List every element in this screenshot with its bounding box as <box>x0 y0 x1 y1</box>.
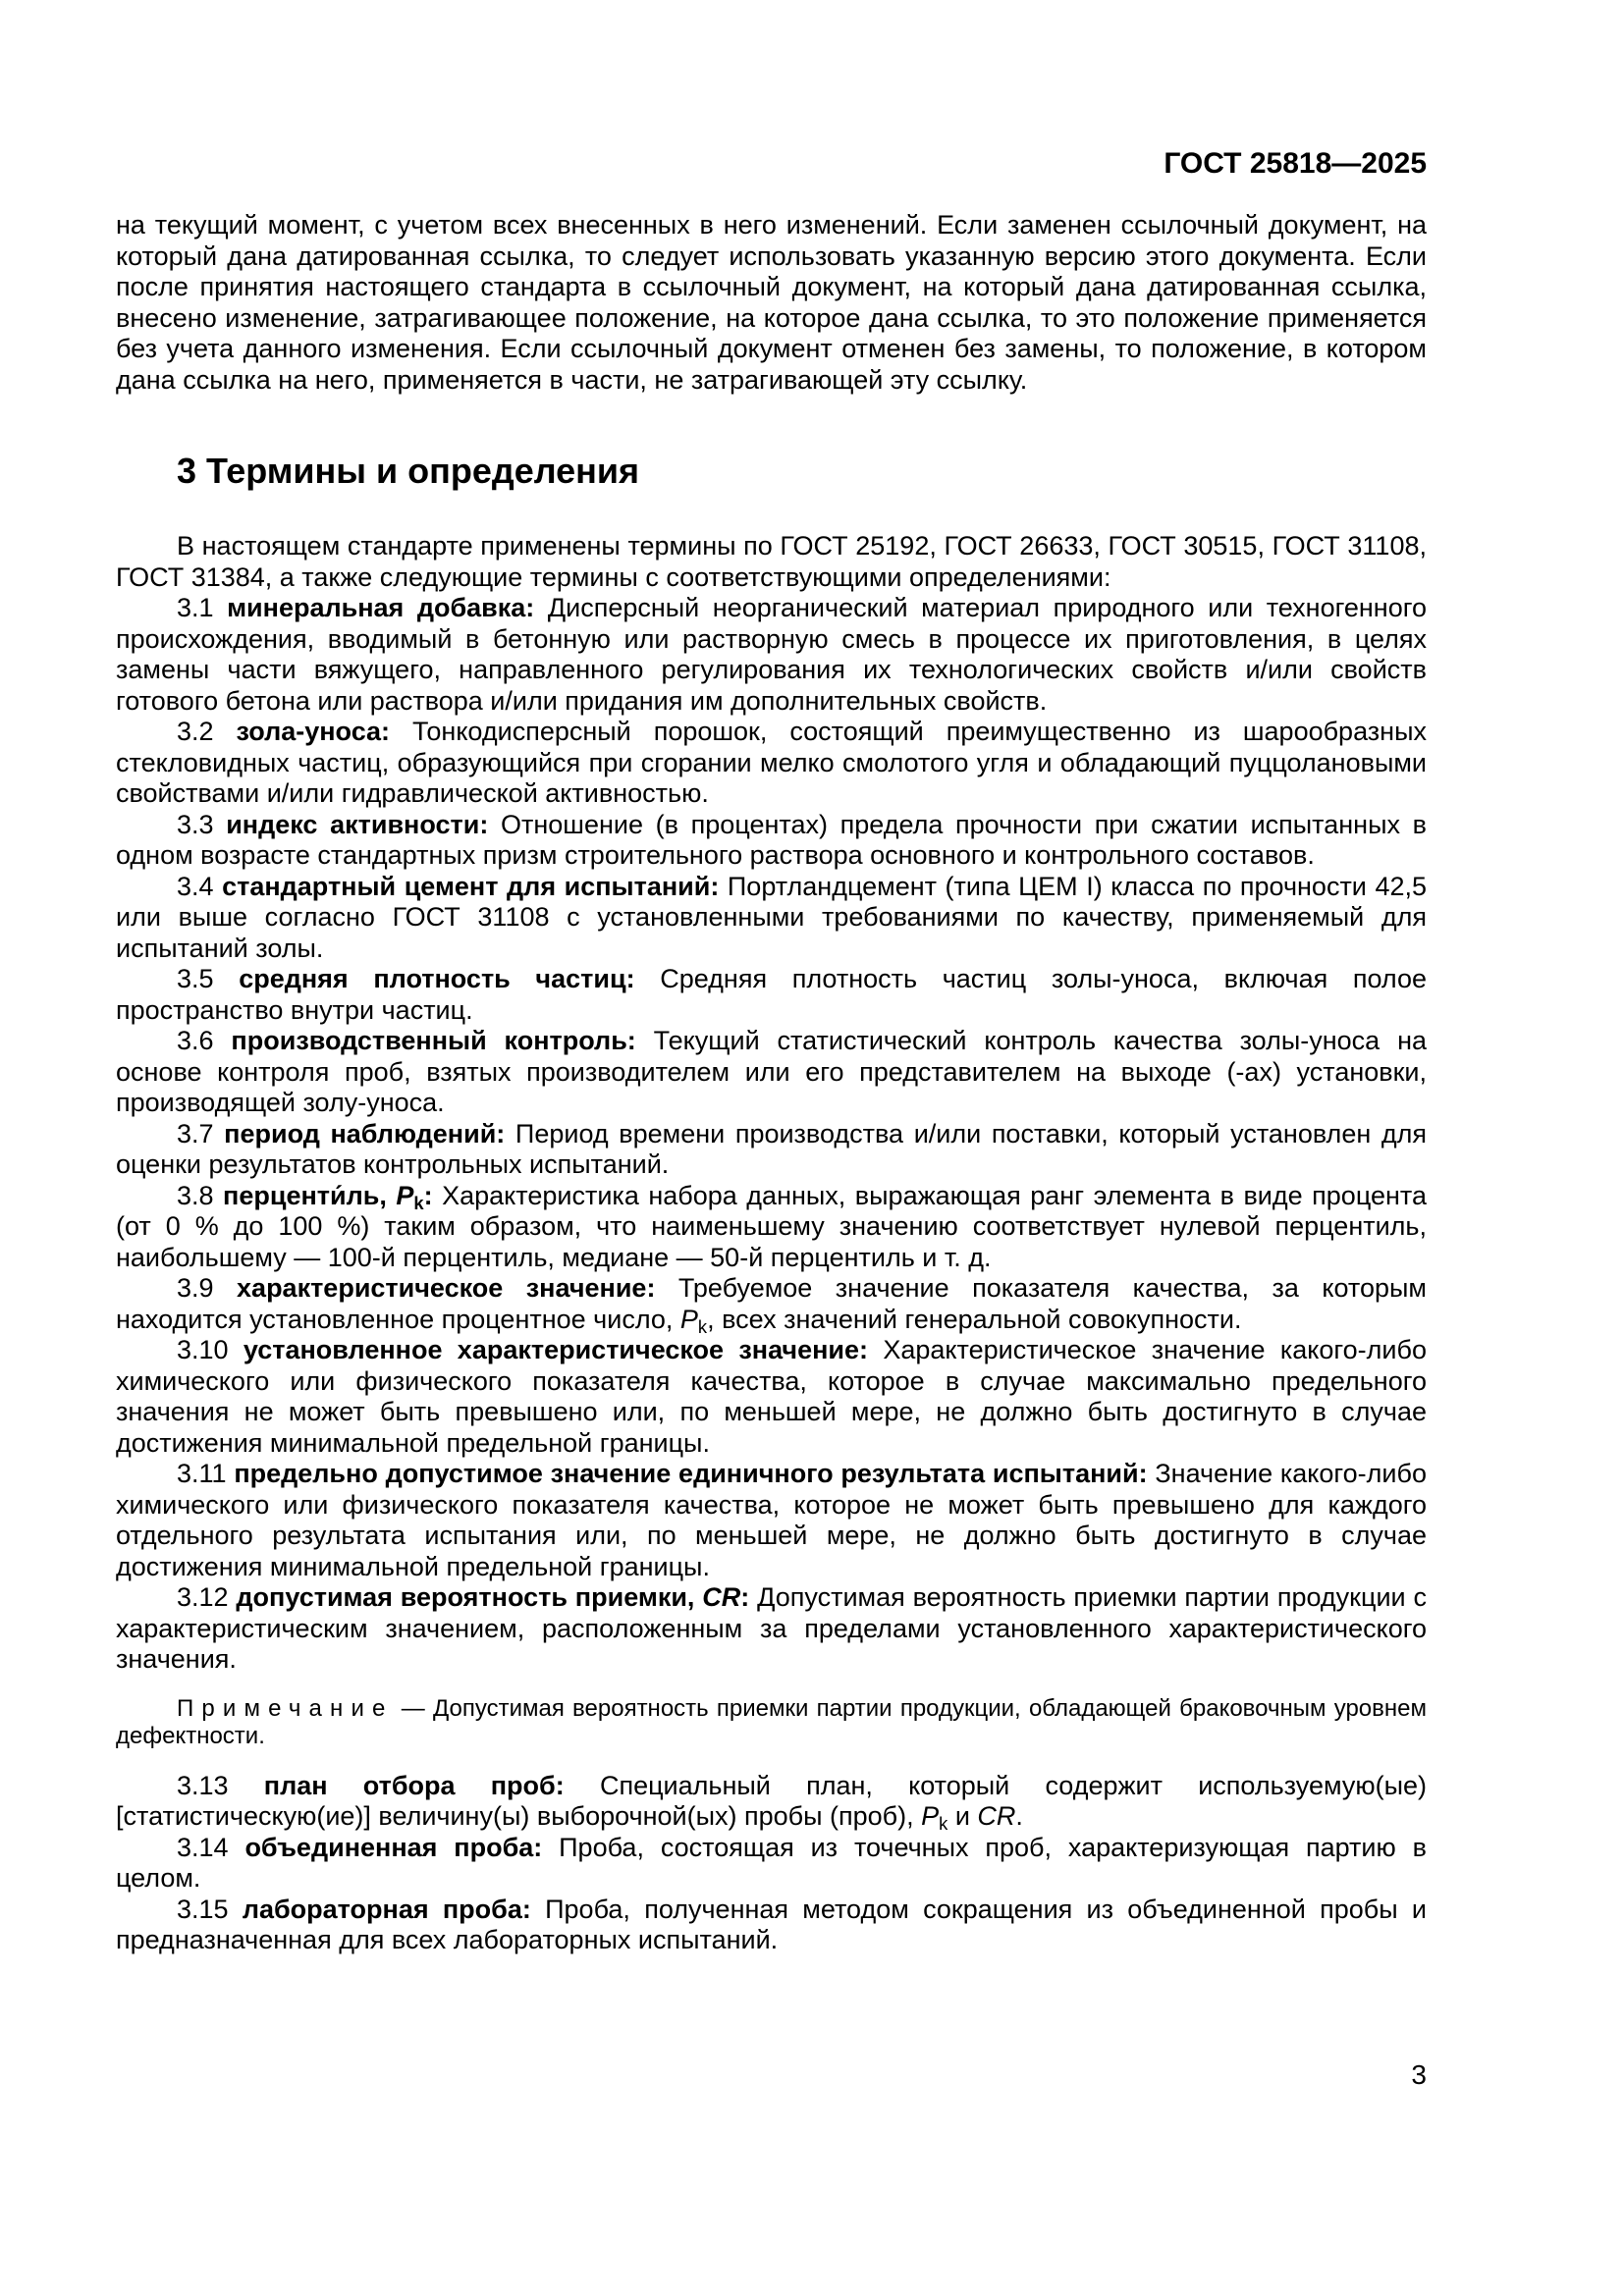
term-paragraph-3-10: 3.10 установленное характеристическое значение: Характеристическое значение какого-либо химического или физического показателя качества, которое в случае максимально предельного значения не может быть превышено или, по меньшей мере, не должно быть достигнуто в случае достижения минимальной предельной границы. <box>116 1335 1427 1458</box>
term-paragraph-3-13: 3.13 план отбора проб: Специальный план, который содержит используемую(ые) [статистическую(ие)] величину(ы) выборочной(ых) пробы (проб), Pk и CR. <box>116 1770 1427 1834</box>
term-paragraph-3-11: 3.11 предельно допустимое значение единичного результата испытаний: Значение какого-либо химического или физического показателя качества, которое не может быть превышено для каждого отдельного результата испытания или, по меньшей мере, не должно быть достигнуто в случае достижения минимальной предельной границы. <box>116 1459 1427 1581</box>
term-paragraph-3-2: 3.2 зола-уноса: Тонкодисперсный порошок, состоящий преимущественно из шарообразных стекловидных частиц, образующийся при сгорании мелко смолотого угля и обладающий пуццолановыми свойствами и/или гидравлической активностью. <box>116 717 1427 808</box>
page-content <box>116 147 1427 1956</box>
term-paragraph-3-1: 3.1 минеральная добавка: Дисперсный неорганический материал природного или техногенного происхождения, вводимый в бетонную или растворную смесь в процессе их приготовления, в целях замены части вяжущего, направленного регулирования их технологических свойств и/или свойств готового бетона или раствора и/или придания им дополнительных свойств. <box>116 593 1427 716</box>
term-paragraph-3-5: 3.5 средняя плотность частиц: Средняя плотность частиц золы-уноса, включая полое пространство внутри частиц. <box>116 964 1427 1025</box>
term-paragraph-3-14: 3.14 объединенная проба: Проба, состоящая из точечных проб, характеризующая партию в целом. <box>116 1832 1427 1893</box>
paragraph-continuation: на текущий момент, с учетом всех внесенных в него изменений. Если заменен ссылочный документ, на который дана датированная ссылка, то следует использовать указанную версию этого документа. Если после принятия настоящего стандарта в ссылочный документ, на который дана датированная ссылка, внесено изменение, затрагивающее положение, на которое дана ссылка, то это положение применяется без учета данного изменения. Если ссылочный документ отменен без замены, то положение, в котором дана ссылка на него, применяется в части, не затрагивающей эту ссылку. <box>116 210 1427 395</box>
term-paragraph-3-3: 3.3 индекс активности: Отношение (в процентах) предела прочности при сжатии испытанных в одном возрасте стандартных призм строительного раствора основного и контрольного составов. <box>116 809 1427 870</box>
section-heading: 3 Термины и определения <box>177 451 640 491</box>
section-lead-paragraph: В настоящем стандарте применены термины по ГОСТ 25192, ГОСТ 26633, ГОСТ 30515, ГОСТ 31108, ГОСТ 31384, а также следующие термины с соответствующими определениями: <box>116 531 1427 592</box>
term-paragraph-3-7: 3.7 период наблюдений: Период времени производства и/или поставки, который установлен для оценки результатов контрольных испытаний. <box>116 1118 1427 1179</box>
term-paragraph-3-6: 3.6 производственный контроль: Текущий статистический контроль качества золы-уноса на основе контроля проб, взятых производителем или его представителем на выходе (-ах) установки, производящей золу-уноса. <box>116 1026 1427 1117</box>
term-paragraph-3-12: 3.12 допустимая вероятность приемки, CR: Допустимая вероятность приемки партии продукции с характеристическим значением, расположенным за пределами установленного характеристического значения. <box>116 1582 1427 1674</box>
term-paragraph-3-4: 3.4 стандартный цемент для испытаний: Портландцемент (типа ЦЕМ I) класса по прочности 42,5 или выше согласно ГОСТ 31108 с установленными требованиями по качеству, применяемый для испытаний золы. <box>116 871 1427 963</box>
term-paragraph-3-8: 3.8 перценти́ль, Pk: Характеристика набора данных, выражающая ранг элемента в виде процента (от 0 % до 100 %) таким образом, что наименьшему значению соответствует нулевой перцентиль, наибольшему — 100-й перцентиль, медиане — 50-й перцентиль и т. д. <box>116 1180 1427 1272</box>
document-number-header: ГОСТ 25818—2025 <box>1164 147 1427 180</box>
page-number: 3 <box>1411 2059 1427 2090</box>
term-paragraph-3-9: 3.9 характеристическое значение: Требуемое значение показателя качества, за которым находится установленное процентное число, Pk, всех значений генеральной совокупности. <box>116 1273 1427 1337</box>
term-paragraph-3-15: 3.15 лабораторная проба: Проба, полученная методом сокращения из объединенной пробы и предназначенная для всех лабораторных испытаний. <box>116 1894 1427 1954</box>
document-body <box>116 210 1427 1956</box>
note-paragraph: Примечание — Допустимая вероятность приемки партии продукции, обладающей браковочным уровнем дефектности. <box>116 1694 1427 1749</box>
